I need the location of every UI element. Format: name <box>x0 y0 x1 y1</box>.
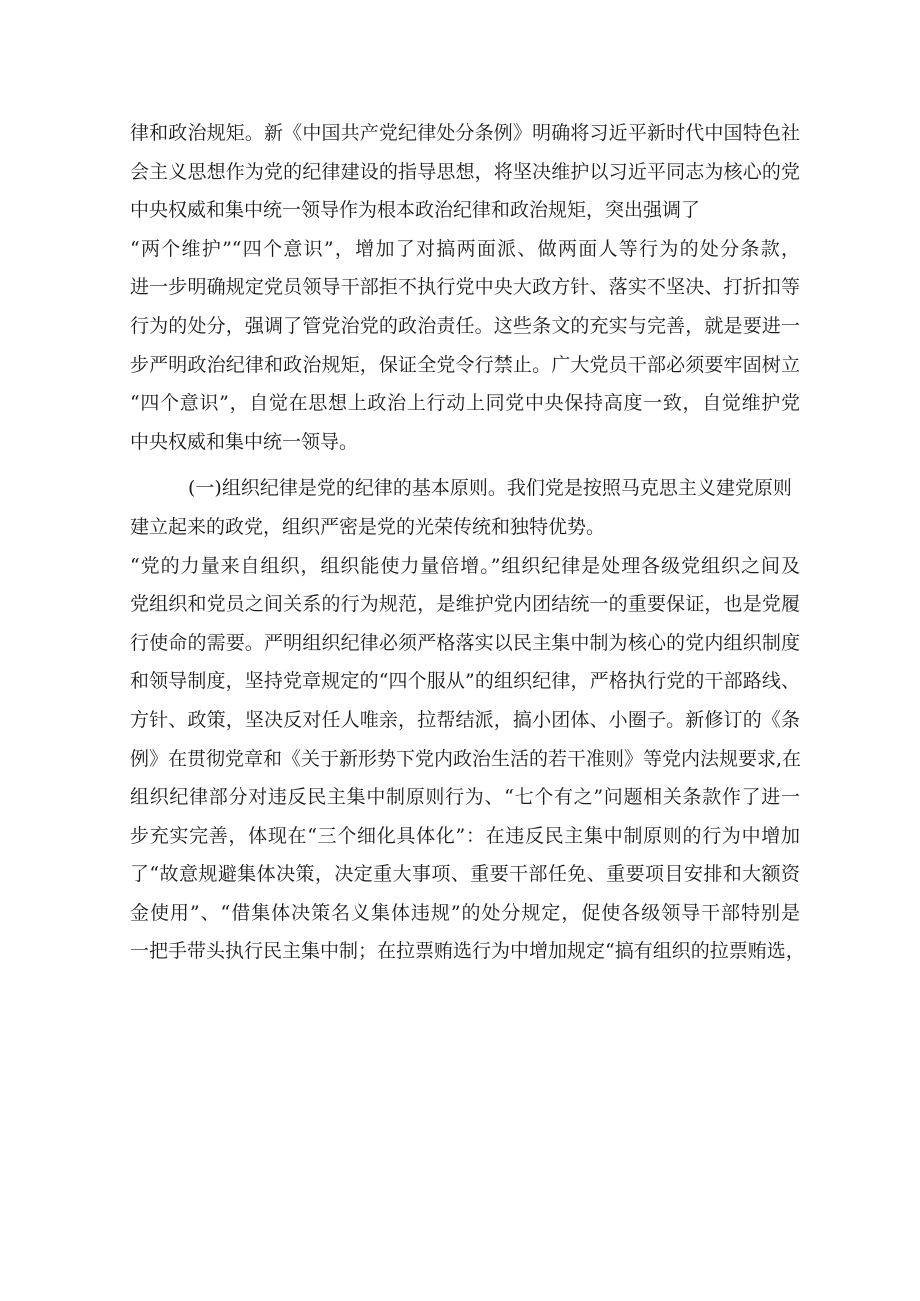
text-line: 一把手带头执行民主集中制；在拉票贿选行为中增加规定“搞有组织的拉票贿选， <box>130 940 805 963</box>
text-line: 步充实完善，体现在“三个细化具体化”：在违反民主集中制原则的行为中增加 <box>130 824 800 847</box>
text-line: 建立起来的政党，组织严密是党的光荣传统和独特优势。 <box>130 515 606 538</box>
text-line: 会主义思想作为党的纪律建设的指导思想，将坚决维护以习近平同志为核心的党 <box>130 160 800 183</box>
text-line: 了“故意规避集体决策，决定重大事项、重要干部任免、重要项目安排和大额资 <box>130 863 800 886</box>
text-line: 方针、政策，坚决反对任人唯亲，拉帮结派，搞小团体、小圈子。新修订的《条 <box>130 708 800 731</box>
text-line: (一)组织纪律是党的纪律的基本原则。我们党是按照马克思主义建党原则 <box>188 477 792 500</box>
document-body <box>130 114 805 971</box>
text-line: 进一步明确规定党员领导干部拒不执行党中央大政方针、落实不坚决、打折扣等 <box>130 276 800 299</box>
text-line: 中央权威和集中统一领导。 <box>130 430 359 453</box>
text-line: 步严明政治纪律和政治规矩，保证全党令行禁止。广大党员干部必须要牢固树立 <box>130 353 800 376</box>
text-line: 行使命的需要。严明组织纪律必须严格落实以民主集中制为核心的党内组织制度 <box>130 631 800 654</box>
text-line: 律和政治规矩。新《中国共产党纪律处分条例》明确将习近平新时代中国特色社 <box>130 122 800 144</box>
text-line: “两个维护”“四个意识”，增加了对搞两面派、做两面人等行为的处分条款， <box>130 237 800 260</box>
text-line: 行为的处分，强调了管党治党的政治责任。这些条文的充实与完善，就是要进一 <box>130 314 800 337</box>
text-line: “四个意识”，自觉在思想上政治上行动上同党中央保持高度一致，自觉维护党 <box>130 392 800 415</box>
text-line: 例》在贯彻党章和《关于新形势下党内政治生活的若干准则》等党内法规要求,在 <box>130 747 802 770</box>
text-line: 和领导制度，坚持党章规定的“四个服从”的组织纪律，严格执行党的干部路线、 <box>130 670 800 693</box>
paragraph-gap <box>130 461 800 469</box>
text-line: 中央权威和集中统一领导作为根本政治纪律和政治规矩，突出强调了 <box>130 199 701 222</box>
text-line: “党的力量来自组织，组织能使力量倍增。”组织纪律是处理各级党组织之间及 <box>130 554 800 577</box>
text-line: 金使用”、“借集体决策名义集体违规”的处分规定，促使各级领导干部特别是 <box>130 901 800 924</box>
text-line: 组织纪律部分对违反民主集中制原则行为、“七个有之”问题相关条款作了进一 <box>130 786 800 809</box>
text-line: 党组织和党员之间关系的行为规范，是维护党内团结统一的重要保证，也是党履 <box>130 593 800 616</box>
